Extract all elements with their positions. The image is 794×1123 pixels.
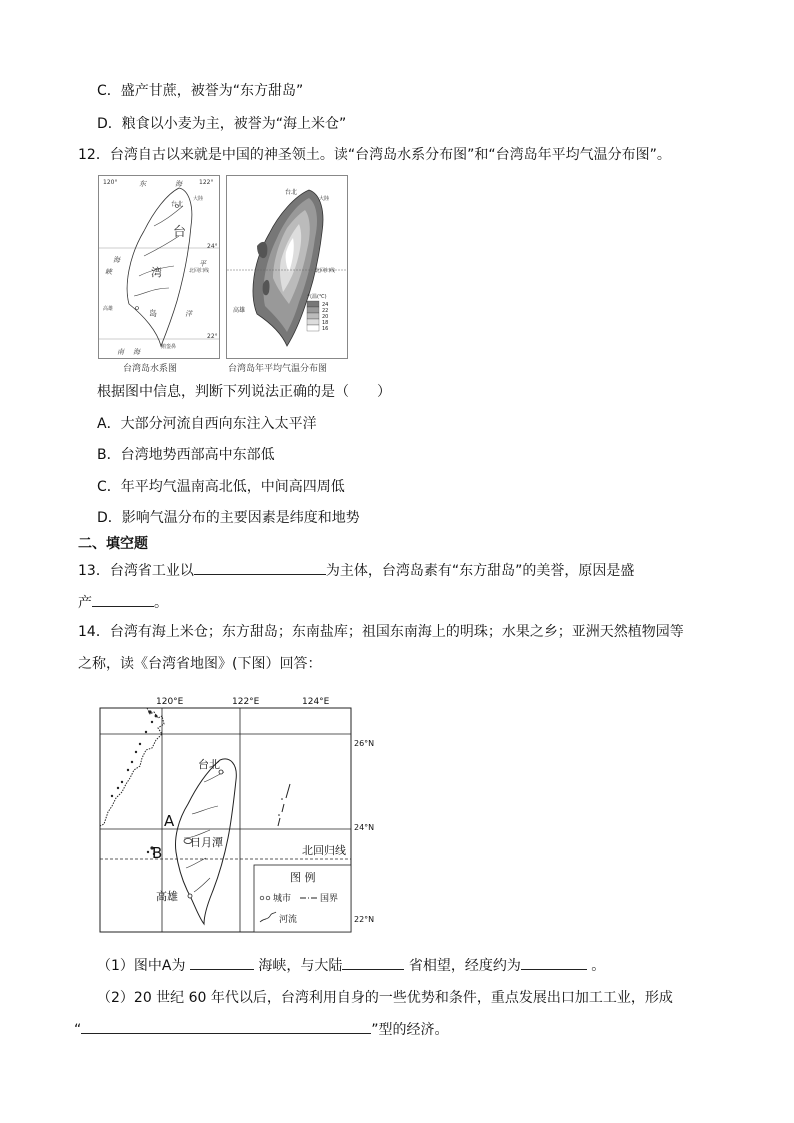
fig1-label-6: 台	[173, 225, 187, 240]
q14-sub2-line1: （2）20 世纪 60 年代以后，台湾利用自身的一些优势和条件，重点发展出口加工工业，形成	[97, 990, 673, 1006]
fig1-label-11: 湾	[151, 266, 162, 279]
q14-blank-province[interactable]	[342, 955, 404, 970]
q13-line1	[78, 560, 634, 581]
taiwan-river-map-drawing	[99, 176, 219, 358]
taiwan-river-map	[98, 175, 220, 359]
label-a: A	[164, 812, 175, 830]
q14-sub1-c: 省相望，经度约为	[408, 958, 521, 974]
label-tropic: 北回归线	[302, 844, 346, 857]
fig1-label-0: 120°	[103, 179, 118, 186]
fig1-label-14: 岛	[149, 309, 157, 318]
fig2-label-1: 大陸	[319, 196, 330, 202]
fig1-label-7: 24°	[207, 243, 218, 250]
q12-option-a: A．大部分河流自西向东注入太平洋	[97, 416, 317, 432]
fig1-caption: 台湾岛水系图	[123, 364, 178, 374]
q12-stem: 12．台湾自古以来就是中国的神圣领土。读“台湾岛水系分布图”和“台湾岛年平均气温分布图”。	[78, 147, 671, 163]
fig2-legend-0: 24	[322, 302, 329, 308]
fig1-label-8: 海	[113, 256, 120, 264]
fig2-label-3: 高雄	[233, 307, 246, 314]
fig1-label-18: 鹅銮鼻	[161, 344, 177, 350]
taiwan-province-map-drawing	[92, 688, 382, 938]
taiwan-province-map	[92, 688, 382, 938]
fig2-legend-1: 22	[322, 308, 329, 314]
q13-part2: 为主体，台湾岛素有“东方甜岛”的美誉，原因是盛	[325, 563, 635, 579]
q13-blank-2[interactable]	[92, 592, 154, 607]
taiwan-temperature-map	[226, 175, 348, 359]
legend-title: 图 例	[290, 871, 316, 884]
q12-option-c: C．年平均气温南高北低，中间高四周低	[97, 479, 345, 495]
q14-sub2-line2	[74, 1019, 449, 1040]
fig1-label-1: 东	[139, 180, 146, 188]
fig2-legend-4: 16	[322, 326, 329, 332]
q14-sub1	[97, 955, 605, 976]
legend-river: 河流	[279, 915, 298, 925]
q14-sub1-a: （1）图中A为	[97, 958, 186, 974]
fig1-label-2: 海	[175, 180, 182, 188]
q13-part3: 产	[78, 595, 92, 611]
q14-sub2-open-quote: “	[74, 1022, 82, 1038]
fig2-legend-2: 20	[322, 314, 329, 320]
label-kaohsiung: 高雄	[156, 890, 178, 903]
fig2-legend-3: 18	[322, 320, 329, 326]
q11-option-c: C．盛产甘蔗，被誉为“东方甜岛”	[97, 83, 304, 99]
q14-sub2-close: ”型的经济。	[371, 1022, 449, 1038]
q13-part4: 。	[154, 595, 168, 611]
q14-sub1-b: 海峡，与大陆	[258, 958, 343, 974]
legend-city: 城市	[273, 894, 292, 904]
fig1-label-12: 平	[199, 260, 206, 268]
fig1-label-19: 22°	[207, 333, 218, 340]
fig1-label-10: 峡	[105, 268, 112, 276]
q13-part1: 13．台湾省工业以	[78, 563, 194, 579]
fig1-label-9: 北回归线	[189, 268, 210, 274]
section-title: 二、填空题	[78, 536, 148, 552]
fig1-label-13: 高雄	[103, 306, 114, 312]
legend-border: 国界	[320, 894, 339, 904]
lat-22: 22°N	[354, 915, 375, 924]
label-b: B	[152, 844, 163, 862]
fig2-label-0: 台北	[285, 189, 298, 196]
fig1-label-4: 台北	[171, 201, 184, 208]
fig1-label-17: 海	[133, 348, 140, 356]
fig1-label-3: 122°	[199, 179, 214, 186]
fig1-label-15: 洋	[185, 310, 192, 318]
q14-sub1-d: 。	[591, 958, 606, 974]
q14-blank-economy[interactable]	[81, 1019, 371, 1034]
lat-26: 26°N	[354, 739, 375, 748]
q12-option-b: B．台湾地势西部高中东部低	[97, 447, 275, 463]
q14-blank-longitude[interactable]	[521, 955, 587, 970]
label-taipei: 台北	[198, 758, 220, 771]
lon-122: 122°E	[232, 697, 260, 707]
q14-line1: 14．台湾有海上米仓；东方甜岛；东南盐库；祖国东南海上的明珠；水果之乡；亚洲天然植物园等	[78, 624, 684, 640]
q14-blank-strait[interactable]	[190, 955, 254, 970]
q12-option-d: D．影响气温分布的主要因素是纬度和地势	[97, 510, 360, 526]
fig1-label-5: 大陸	[193, 196, 204, 202]
q12-question: 根据图中信息，判断下列说法正确的是（ ）	[97, 384, 391, 400]
fig2-legend-title: 气温(℃)	[307, 294, 327, 300]
fig2-caption: 台湾岛年平均气温分布图	[228, 364, 328, 374]
fig2-label-2: 北回归线	[315, 268, 336, 274]
q11-option-d: D．粮食以小麦为主，被誉为“海上米仓”	[97, 116, 347, 132]
lat-24: 24°N	[354, 823, 375, 832]
q13-blank-1[interactable]	[194, 560, 326, 575]
lon-120: 120°E	[156, 697, 184, 707]
label-sun-moon-lake: 日月潭	[190, 836, 223, 849]
fig1-label-16: 南	[117, 348, 124, 356]
taiwan-temperature-map-drawing	[227, 176, 347, 358]
lon-124: 124°E	[302, 697, 330, 707]
q14-line2: 之称，读《台湾省地图》(下图）回答：	[78, 656, 322, 672]
q13-line2	[78, 592, 168, 613]
